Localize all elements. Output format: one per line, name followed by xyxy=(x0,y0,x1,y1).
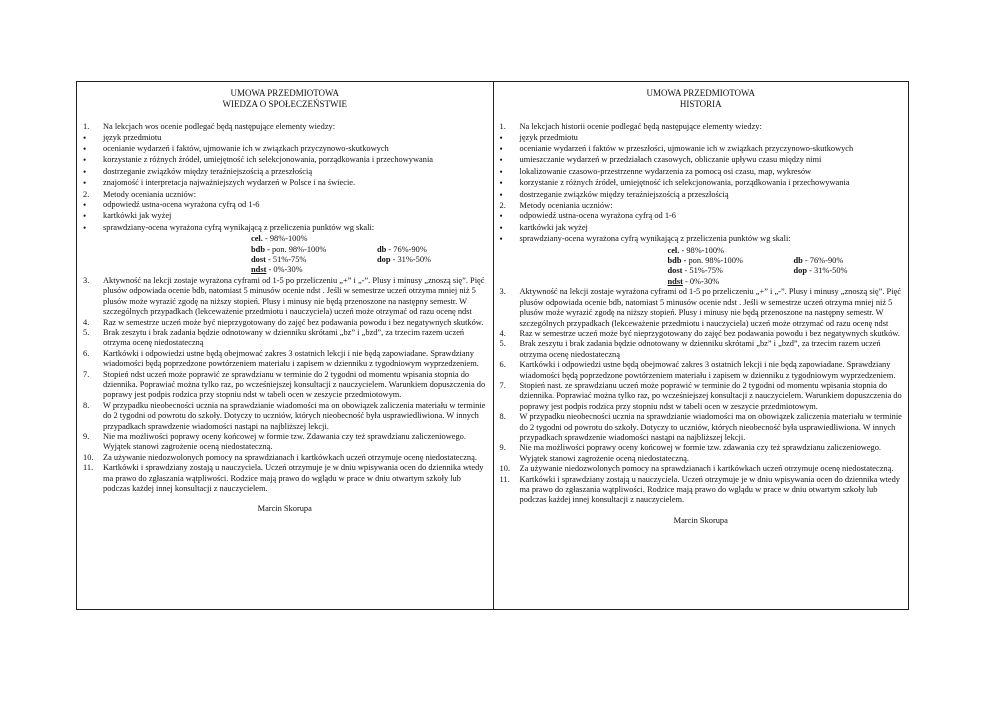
item-text: Metody oceniania uczniów: xyxy=(519,201,613,211)
item-number: 2. xyxy=(83,189,90,199)
document-heading xyxy=(500,88,903,109)
item-number: 3. xyxy=(83,275,90,285)
scale-entry-ndst xyxy=(668,277,794,287)
grade-label: dop xyxy=(793,266,808,276)
item-number: 5. xyxy=(83,327,90,337)
item-number: 4. xyxy=(499,328,506,338)
grade-label: db xyxy=(793,256,803,266)
scale-entry-bdb xyxy=(668,256,794,266)
list-item xyxy=(500,412,903,443)
list-item xyxy=(500,122,903,132)
bullet-item xyxy=(500,190,903,201)
item-text: Na lekcjach wos ocenie podlegać będą następujące elementy wiedzy: xyxy=(103,122,336,132)
list-item xyxy=(500,287,903,329)
scale-entry-cel xyxy=(251,234,377,244)
bullet-item xyxy=(83,211,487,222)
item-number: 4. xyxy=(83,317,90,327)
scale-entry-bdb xyxy=(251,245,377,255)
item-text: W przypadku nieobecności ucznia na sprawdzianie wiadomości ma on obowiązek zaliczenia materiału w terminie do 2 tygodni od powrotu do szkoły. Dotyczy to uczniów, których nieobecność była usprawiedliwiona. W innych przypadkach sprawdzenie wiadomości nastąpi na najbliższej lekcji. xyxy=(519,412,902,442)
item-number: 9. xyxy=(83,431,90,441)
scale-row xyxy=(83,245,487,255)
item-text: Za używanie niedozwolonych pomocy na sprawdzianach i kartkówkach uczeń otrzymuje ocenę niedostateczną. xyxy=(519,464,894,474)
item-text: Nie ma możliwości poprawy oceny końcowej w formie tzw. zdawania czy też sprawdzianu zaliczeniowego. Wyjątek stanowi zagrożenie oceną niedostateczną. xyxy=(519,443,882,463)
item-text: sprawdziany-ocena wyrażona cyfrą wynikającą z przeliczenia punktów wg skali: xyxy=(519,234,791,244)
bullet-item xyxy=(83,200,487,211)
item-text: odpowiedź ustna-ocena wyrażona cyfrą od 1-6 xyxy=(103,200,260,210)
list-item xyxy=(500,339,903,360)
item-number: 11. xyxy=(83,463,94,473)
item-number: 5. xyxy=(499,339,506,349)
list-item xyxy=(83,318,487,328)
item-text: umieszczanie wydarzeń w przedziałach czasowych, obliczanie upływu czasu między nimi xyxy=(519,155,822,165)
scale-entry-dop xyxy=(794,266,848,276)
item-text: Kartkówki i odpowiedzi ustne będą obejmować zakres 3 ostatnich lekcji i nie będą zapowiadane. Sprawdziany wiadomości będą poprzedzone powtórzeniem materiału i zapisem w dzienniku z tygodniowym wyprzedzeniem. xyxy=(519,360,896,380)
document-heading xyxy=(83,88,487,109)
item-text: Na lekcjach historii ocenie podlegać będą następujące elementy wiedzy: xyxy=(519,122,762,132)
list-item xyxy=(500,464,903,474)
bullet-icon xyxy=(83,155,103,166)
grade-range: - 76%-90% xyxy=(804,256,844,266)
grade-range: - 31%-50% xyxy=(392,255,431,265)
grade-range: pon. 98%-100% xyxy=(271,244,327,254)
bullet-icon xyxy=(83,178,103,189)
bullet-item xyxy=(500,178,903,189)
heading-line-1: UMOWA PRZEDMIOTOWA xyxy=(230,88,340,98)
scale-row xyxy=(83,234,487,244)
grade-range: - 31%-50% xyxy=(809,266,848,276)
bullet-icon xyxy=(83,223,103,234)
list-item xyxy=(83,370,487,401)
list-item xyxy=(83,463,487,494)
column-historia xyxy=(493,82,909,609)
bullet-item xyxy=(500,167,903,178)
bullet-item xyxy=(500,234,903,245)
list-item xyxy=(500,329,903,339)
scale-row xyxy=(83,255,487,265)
item-text: Raz w semestrze uczeń może być nieprzygotowany do zajęć bez podawania powodu i bez negatywnych skutków. xyxy=(103,317,484,327)
item-text: Aktywność na lekcji zostaje wyrażona cyframi od 1-5 po przeliczeniu „+” i „-”. Plusy i minusy „znoszą się”. Pięć plusów odpowiada ocenie bdb, natomiast 5 minusów ocenie ndst . Jeśli w semestrze uczeń otrzyma mniej niż 5 plusów może wyrazić zgodę na niższy stopień. Plusy i minusy nie będą przenoszone na następny semestr. W szczególnych przypadkach (lekceważenie przedmiotu i nauczyciela) uczeń może otrzymać od razu ocenę ndst xyxy=(103,275,485,317)
signature: Marcin Skorupa xyxy=(673,515,728,525)
scale-entry-dost xyxy=(251,255,377,265)
item-text: kartkówki jak wyżej xyxy=(519,222,588,232)
item-text: język przedmiotu xyxy=(519,132,578,142)
list-item xyxy=(500,443,903,464)
subject-title: HISTORIA xyxy=(679,98,722,109)
item-text: kartkówki jak wyżej xyxy=(103,211,172,221)
bullet-icon xyxy=(83,211,103,222)
grade-label: dost xyxy=(251,255,266,265)
grade-range: pon. 98%-100% xyxy=(688,256,743,266)
item-text: W przypadku nieobecności ucznia na sprawdzianie wiadomości ma on obowiązek zaliczenia materiału w terminie do 2 tygodni od powrotu do szkoły. Dotyczy to uczniów, których nieobecność była usprawiedliwiona. W innych przypadkach sprawdzenie wiadomości nastąpi na najbliższej lekcji. xyxy=(103,400,486,431)
item-text: Kartkówki i sprawdziany zostają u nauczyciela. Uczeń otrzymuje je w dniu wpisywania ocen do dziennika wtedy ma prawo do zgłaszania wątpliwości. Rodzice mają prawo do wglądu w prace w dniu otwartym szkoły lub podczas każdej innej konsultacji z nauczycielem. xyxy=(103,463,484,493)
item-text: korzystanie z różnych źródeł, umiejętność ich selekcjonowania, porządkowania i przechowywania xyxy=(519,178,850,188)
item-number: 3. xyxy=(499,287,506,297)
bullet-icon xyxy=(500,167,520,178)
grade-range: - 98%-100% xyxy=(264,234,308,244)
bullet-icon xyxy=(500,155,520,166)
bullet-item xyxy=(83,178,487,189)
bullet-icon xyxy=(500,234,520,245)
item-text: Kartkówki i sprawdziany zostają u nauczyciela. Uczeń otrzymuje je w dniu wpisywania ocen do dziennika wtedy ma prawo do zgłaszania wątpliwości. Rodzice mają prawo do wglądu w prace w dniu otwartym szkoły lub podczas każdej innej konsultacji z nauczycielem. xyxy=(519,474,900,505)
bullet-item xyxy=(500,223,903,234)
grade-label: bdb - xyxy=(251,244,270,254)
item-number: 6. xyxy=(83,348,90,358)
bullet-icon xyxy=(500,144,520,155)
bullet-item xyxy=(500,155,903,166)
item-text: znajomość i interpretacja najważniejszych wydarzeń w Polsce i na świecie. xyxy=(103,178,356,188)
item-text: Aktywność na lekcji zostaje wyrażona cyframi od 1-5 po przeliczeniu „+” i „-”. Plusy i minusy „znoszą się”. Pięć plusów odpowiada ocenie bdb, natomiast 5 minusów ocenie ndst . Jeśli w semestrze uczeń otrzyma mniej niż 5 plusów może wyrazić zgodę na niższy stopień. Plusy i minusy nie będą przenoszone na następny semestr. W szczególnych przypadkach (lekceważenie przedmiotu i nauczyciela) uczeń może otrzymać od razu ocenę ndst xyxy=(519,287,901,328)
list-item xyxy=(83,453,487,463)
grade-label: dop xyxy=(377,255,391,265)
item-text: Stopień ndst uczeń może poprawić ze sprawdzianu w terminie do 2 tygodni od momentu wpisania stopnia do dziennika. Poprawiać można tylko raz, po wcześniejszej konsultacji z nauczycielem. Warunkiem dopuszczenia do poprawy jest podpis rodzica przy stopniu ndst w tabeli ocen w zeszycie przedmiotowym. xyxy=(103,369,486,400)
item-text: język przedmiotu xyxy=(103,132,162,142)
grade-range: - 51%-75% xyxy=(268,255,307,265)
grade-label: db xyxy=(377,244,387,254)
list-item xyxy=(500,360,903,381)
bullet-item xyxy=(500,211,903,222)
item-number: 1. xyxy=(499,122,506,132)
signature: Marcin Skorupa xyxy=(257,504,312,514)
item-number: 9. xyxy=(499,443,506,453)
item-text: Metody oceniania uczniów: xyxy=(103,189,197,199)
bullet-icon xyxy=(83,200,103,211)
item-number: 7. xyxy=(83,369,90,379)
item-text: lokalizowanie czasowo-przestrzenne wydarzenia za pomocą osi czasu, map, wykresów xyxy=(519,166,812,176)
item-text: Brak zeszytu i brak zadania będzie odnotowany w dzienniku skrótami „bz” i „bzd”, za trzecim razem uczeń otrzyma ocenę niedostateczną xyxy=(519,339,881,359)
bullet-icon xyxy=(83,144,103,155)
grade-range: - 0%-30% xyxy=(684,276,720,286)
scale-entry-db xyxy=(794,256,844,266)
rules-list xyxy=(500,122,903,245)
item-text: dostrzeganie związków między teraźniejszością a przeszłością xyxy=(519,189,729,199)
item-number: 11. xyxy=(499,474,510,484)
item-text: Brak zeszytu i brak zadania będzie odnotowany w dzienniku skrótami „bz” i „bzd”, za trzecim razem uczeń otrzyma ocenę niedostateczną xyxy=(103,327,465,348)
item-number: 2. xyxy=(499,201,506,211)
bullet-icon xyxy=(500,190,520,201)
list-item xyxy=(500,381,903,412)
grade-label: cel. xyxy=(251,234,263,244)
grade-label: ndst xyxy=(667,276,683,286)
item-text: Za używanie niedozwolonych pomocy na sprawdzianach i kartkówkach uczeń otrzymuje ocenę niedostateczną. xyxy=(103,452,477,462)
bullet-item xyxy=(500,144,903,155)
subject-title: WIEDZA O SPOŁECZEŃSTWIE xyxy=(222,98,347,109)
list-item xyxy=(500,475,903,506)
heading-line-1: UMOWA PRZEDMIOTOWA xyxy=(646,88,756,98)
item-text: Raz w semestrze uczeń może być nieprzygotowany do zajęć bez podawania powodu i bez negatywnych skutków. xyxy=(519,328,900,338)
item-number: 8. xyxy=(83,400,90,410)
item-text: Nie ma możliwości poprawy oceny końcowej w formie tzw. Zdawania czy też sprawdzianu zaliczeniowego. Wyjątek stanowi zagrożenie oceną niedostateczną. xyxy=(103,431,466,452)
scale-row xyxy=(83,265,487,275)
document-frame xyxy=(76,81,909,610)
grade-range: - 51%-75% xyxy=(684,266,723,276)
bullet-item xyxy=(500,133,903,144)
list-item xyxy=(83,349,487,370)
item-text: dostrzeganie związków między teraźniejszością a przeszłością xyxy=(103,166,313,176)
list-item xyxy=(83,328,487,349)
grade-range: - 0%-30% xyxy=(268,265,303,275)
bullet-icon xyxy=(500,223,520,234)
item-number: 1. xyxy=(83,122,90,132)
scale-entry-ndst xyxy=(251,265,377,275)
grading-scale xyxy=(500,246,903,288)
item-text: ocenianie wydarzeń i faktów w przeszłości, ujmowanie ich w związkach przyczynowo-skutkowych xyxy=(519,144,854,153)
item-text: sprawdziany-ocena wyrażona cyfrą wynikającą z przeliczenia punktów wg skali: xyxy=(103,222,375,232)
grade-label: cel. xyxy=(667,245,680,255)
item-number: 10. xyxy=(499,464,510,474)
list-item xyxy=(83,190,487,200)
scale-row xyxy=(500,256,903,266)
grading-scale xyxy=(83,234,487,276)
item-number: 10. xyxy=(83,452,94,462)
list-item xyxy=(83,401,487,432)
scale-entry-dost xyxy=(668,266,794,276)
bullet-icon xyxy=(83,133,103,144)
bullet-item xyxy=(83,223,487,234)
rules-list-continued xyxy=(83,276,487,495)
item-text: korzystanie z różnych źródeł, umiejętność ich selekcjonowania, porządkowania i przechowywania xyxy=(103,155,433,165)
grade-label: dost xyxy=(667,266,683,276)
column-wos xyxy=(77,82,493,609)
scale-entry-cel xyxy=(668,246,794,256)
item-text: Kartkówki i odpowiedzi ustne będą obejmować zakres 3 ostatnich lekcji i nie będą zapowiadane. Sprawdziany wiadomości będą poprzedzone powtórzeniem materiału i zapisem w dzienniku z tygodniowym wyprzedzeniem. xyxy=(103,348,479,369)
bullet-item xyxy=(83,133,487,144)
list-item xyxy=(500,201,903,211)
scale-row xyxy=(500,246,903,256)
grade-label: bdb - xyxy=(667,256,687,266)
grade-range: - 98%-100% xyxy=(681,245,725,255)
item-number: 8. xyxy=(499,412,506,422)
rules-list-continued xyxy=(500,287,903,506)
bullet-icon xyxy=(500,178,520,189)
item-text: ocenianie wydarzeń i faktów, ujmowanie ich w związkach przyczynowo-skutkowych xyxy=(103,144,389,153)
bullet-icon xyxy=(83,167,103,178)
bullet-icon xyxy=(500,211,520,222)
item-number: 7. xyxy=(499,380,506,390)
list-item xyxy=(83,432,487,453)
item-number: 6. xyxy=(499,360,506,370)
bullet-item xyxy=(83,167,487,178)
scale-row xyxy=(500,266,903,276)
list-item xyxy=(83,276,487,318)
grade-range: - 76%-90% xyxy=(388,244,427,254)
item-text: Stopień nast. ze sprawdzianu uczeń może poprawić w terminie do 2 tygodni od momentu wpisania stopnia do dziennika. Poprawiać można tylko raz, po wcześniejszej konsultacji z nauczycielem. Warunkiem dopuszczenia do poprawy jest podpis rodzica przy stopniu ndst w tabeli ocen w zeszycie przedmiotowym. xyxy=(519,380,902,411)
item-text: odpowiedź ustna-ocena wyrażona cyfrą od 1-6 xyxy=(519,211,676,221)
rules-list xyxy=(83,122,487,234)
scale-entry-db xyxy=(377,245,427,255)
scale-entry-dop xyxy=(377,255,431,265)
grade-label: ndst xyxy=(251,265,267,275)
bullet-icon xyxy=(500,133,520,144)
bullet-item xyxy=(83,144,487,155)
bullet-item xyxy=(83,155,487,166)
scale-row xyxy=(500,277,903,287)
list-item xyxy=(83,122,487,132)
